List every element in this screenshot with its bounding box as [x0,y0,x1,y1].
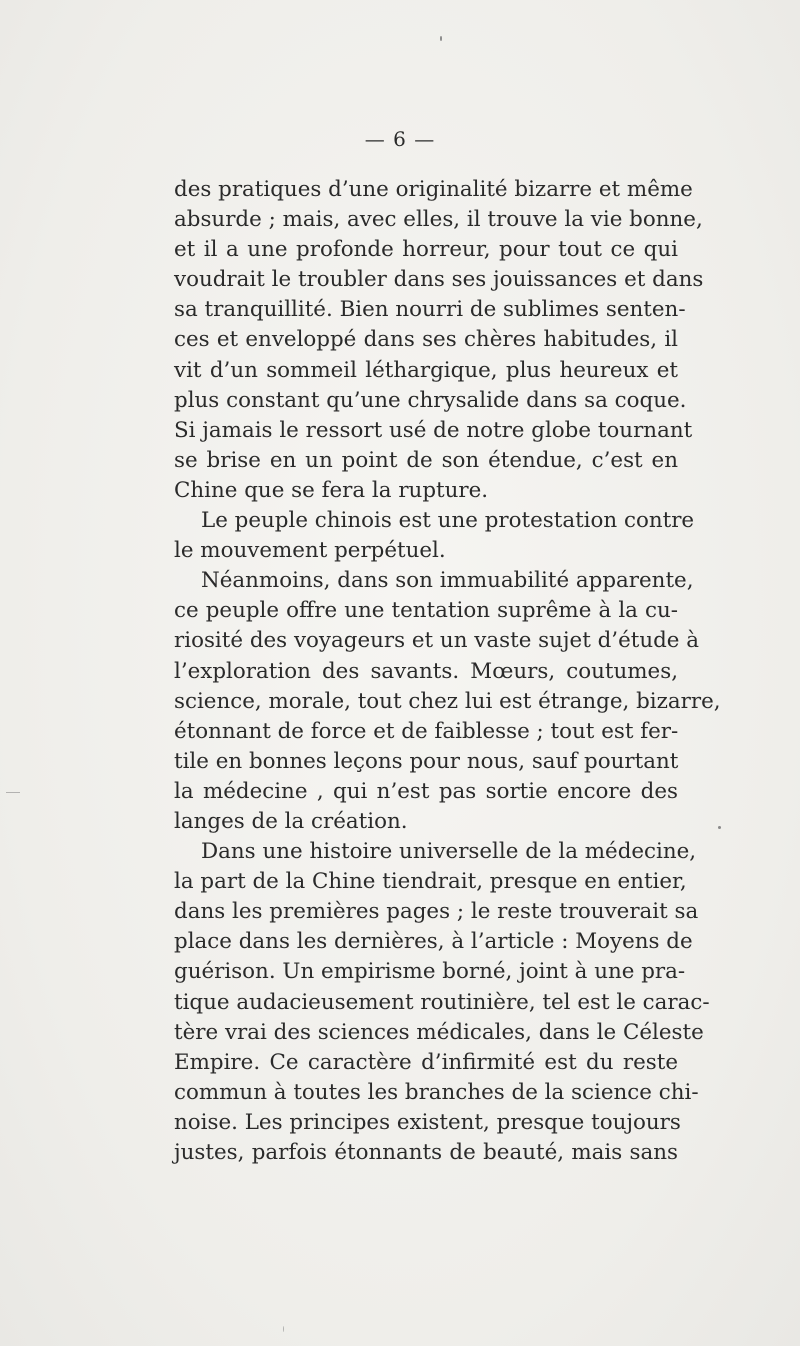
text-line: se brise en un point de son étendue, c’est en [174,447,678,473]
paragraph-start-line: Néanmoins, dans son immuabilité apparente, [201,568,694,594]
text-line: langes de la création. [174,808,408,834]
text-line: Empire. Ce caractère d’infirmité est du reste [174,1049,678,1075]
text-line: la médecine , qui n’est pas sortie encore des [174,778,678,804]
text-line: riosité des voyageurs et un vaste sujet d’étude à [174,628,700,654]
text-line: place dans les dernières, à l’article : Moyens de [174,929,693,955]
text-line: la part de la Chine tiendrait, presque en entier, [174,869,687,895]
text-line: vit d’un sommeil léthargique, plus heureux et [174,357,678,383]
text-line: justes, parfois étonnants de beauté, mais sans [174,1140,678,1165]
text-line: l’exploration des savants. Mœurs, coutumes, [174,658,678,684]
text-line: dans les premières pages ; le reste trouverait sa [174,899,699,925]
paper-speck [440,36,442,41]
text-line: étonnant de force et de faiblesse ; tout est fer- [174,718,679,744]
text-line: plus constant qu’une chrysalide dans sa coque. [174,387,687,413]
text-line: le mouvement perpétuel. [174,538,446,564]
text-line: sa tranquillité. Bien nourri de sublimes senten- [174,297,686,323]
text-line: ce peuple offre une tentation suprême à la cu- [174,598,678,624]
body-text [174,175,721,1168]
text-line: ces et enveloppé dans ses chères habitudes, il [174,327,678,353]
paper-speck [718,826,721,829]
text-line: guérison. Un empirisme borné, joint à une pra- [174,959,686,985]
text-line: tique audacieusement routinière, tel est le carac- [174,989,710,1015]
text-line: et il a une profonde horreur, pour tout ce qui [174,237,678,263]
text-line: tile en bonnes leçons pour nous, sauf pourtant [174,748,679,774]
text-line: des pratiques d’une originalité bizarre et même [174,177,693,202]
text-line: voudrait le troubler dans ses jouissances et dans [174,267,704,293]
paper-speck [283,1326,284,1332]
text-line: commun à toutes les branches de la science chi- [174,1079,699,1105]
text-line: noise. Les principes existent, presque toujours [174,1109,681,1135]
paper-speck [6,792,20,793]
paragraph-start-line: Le peuple chinois est une protestation contre [201,508,695,534]
text-line: absurde ; mais, avec elles, il trouve la vie bonne, [174,207,703,233]
text-line: science, morale, tout chez lui est étrange, bizarre, [174,688,721,714]
paragraph-start-line: Dans une histoire universelle de la médecine, [201,839,697,865]
text-line: Chine que se fera la rupture. [174,477,489,503]
text-line: Si jamais le ressort usé de notre globe tournant [174,417,693,443]
page-number: — 6 — [364,127,436,151]
text-line: tère vrai des sciences médicales, dans le Céleste [174,1019,704,1045]
